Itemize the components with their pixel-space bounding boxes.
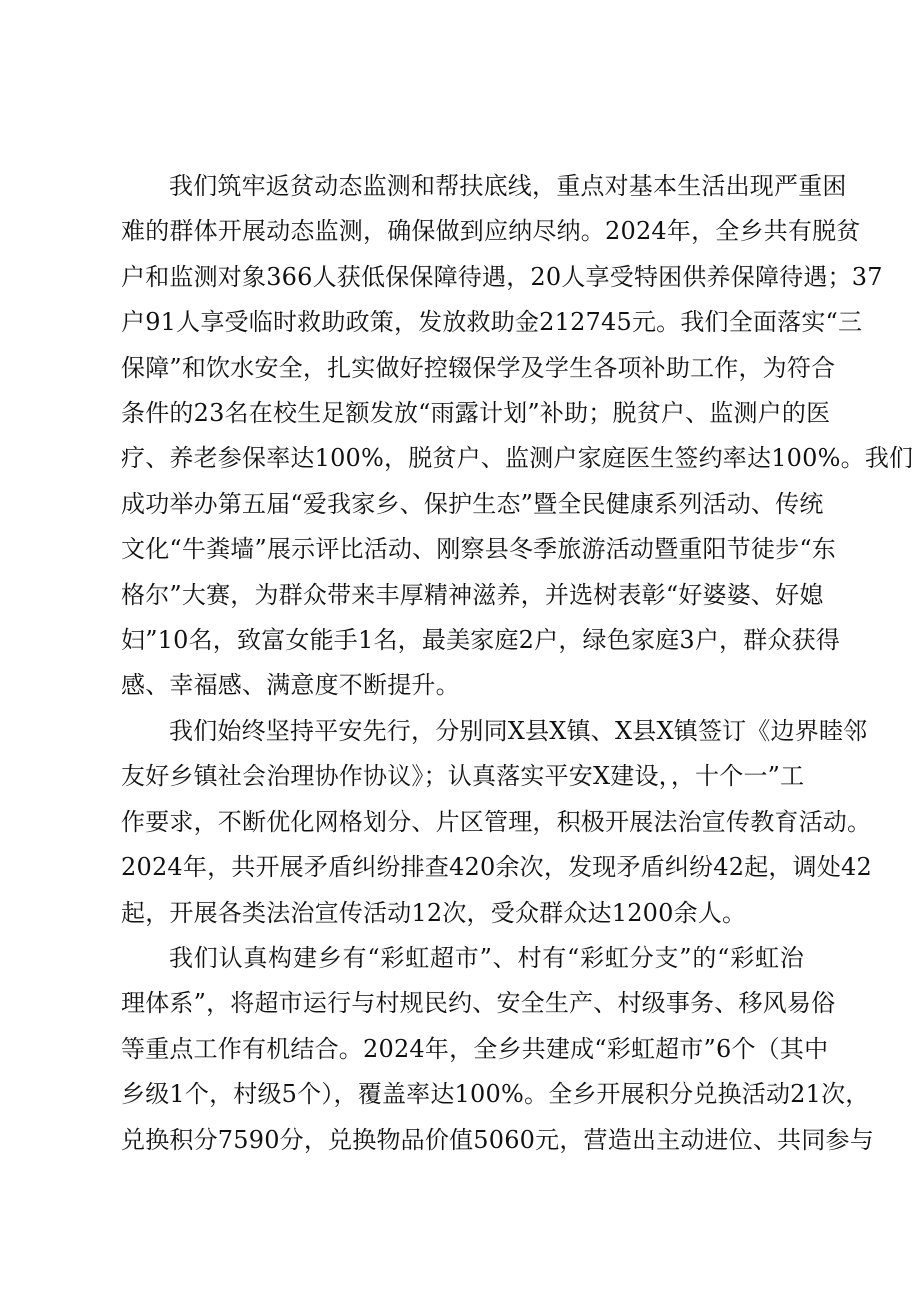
- text-line: 乡级1个，村级5个），覆盖率达100%。全乡开展积分兑换活动21次，: [121, 1080, 870, 1109]
- text-line: 等重点工作有机结合。2024年，全乡共建成“彩虹超市”6个（其中: [121, 1034, 829, 1063]
- document-body: [121, 164, 914, 1163]
- text-line: 户91人享受临时救助政策，发放救助金212745元。我们全面落实“三: [121, 308, 863, 337]
- text-line: 我们认真构建乡有“彩虹超市”、村有“彩虹分支”的“彩虹治: [169, 943, 804, 972]
- text-line: 兑换积分7590分，兑换物品价值5060元，营造出主动进位、共同参与: [121, 1125, 874, 1154]
- text-line: 格尔”大赛，为群众带来丰厚精神滋养，并选树表彰“好婆婆、好媳: [121, 580, 824, 609]
- text-line: 疗、养老参保率达100%，脱贫户、监测户家庭医生签约率达100%。我们: [121, 444, 914, 473]
- text-line: 感、幸福感、满意度不断提升。: [121, 671, 460, 700]
- text-line: 我们筑牢返贫动态监测和帮扶底线，重点对基本生活出现严重困: [169, 172, 847, 200]
- text-line: 成功举办第五届“爱我家乡、保护生态”暨全民健康系列活动、传统: [121, 489, 824, 518]
- text-line: 我们始终坚持平安先行，分别同X县X镇、X县X镇签订《边界睦邻: [169, 716, 868, 745]
- text-line: 文化“牛粪墙”展示评比活动、刚察县冬季旅游活动暨重阳节徒步“东: [121, 535, 837, 564]
- text-line: 保障”和饮水安全，扎实做好控辍保学及学生各项补助工作，为符合: [121, 353, 836, 382]
- paragraph-public-safety: [121, 709, 872, 936]
- text-line: 起，开展各类法治宣传活动12次，受众群众达1200余人。: [121, 898, 747, 927]
- paragraph-rainbow-supermarket: [121, 936, 874, 1163]
- text-line: 理体系”，将超市运行与村规民约、安全生产、村级事务、移风易俗: [121, 989, 836, 1018]
- text-line: 户和监测对象366人获低保保障待遇，20人享受特困供养保障待遇；37: [121, 262, 883, 291]
- text-line: 2024年，共开展矛盾纠纷排查420余次，发现矛盾纠纷42起，调处42: [121, 853, 872, 882]
- paragraph-poverty-monitoring: [121, 164, 914, 709]
- text-line: 友好乡镇社会治理协作协议》；认真落实平安X建设，，十个一”工: [121, 762, 805, 791]
- text-line: 作要求，不断优化网格划分、片区管理，积极开展法治宣传教育活动。: [121, 807, 872, 836]
- text-line: 难的群体开展动态监测，确保做到应纳尽纳。2024年，全乡共有脱贫: [121, 217, 861, 246]
- text-line: 妇”10名，致富女能手1名，最美家庭2户，绿色家庭3户，群众获得: [121, 626, 841, 655]
- text-line: 条件的23名在校生足额发放“雨露计划”补助；脱贫户、监测户的医: [121, 399, 831, 428]
